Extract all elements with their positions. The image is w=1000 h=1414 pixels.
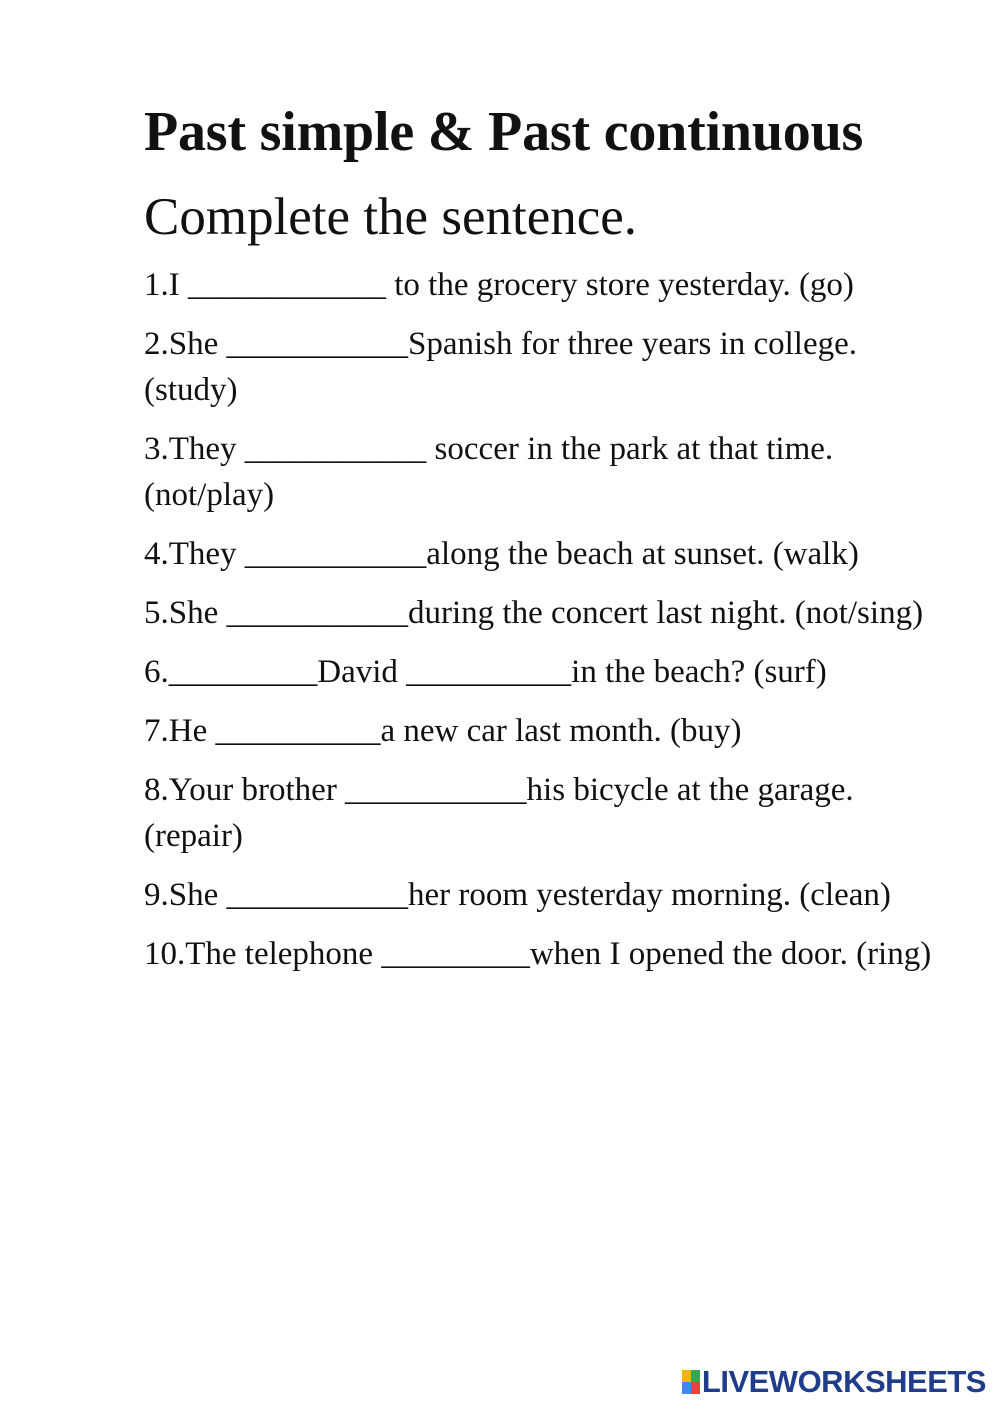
- question-9: 9.She ___________her room yesterday morning. (clean): [144, 877, 891, 913]
- worksheet: [144, 96, 974, 990]
- question-3: 3.They ___________ soccer in the park at that time. (not/play): [144, 431, 834, 513]
- question-7: 7.He __________a new car last month. (buy): [144, 713, 742, 749]
- logo-text: LIVEWORKSHEETS: [701, 1364, 986, 1399]
- question-2: 2.She ___________Spanish for three years in college. (study): [144, 326, 858, 408]
- instruction-heading: Complete the sentence.: [144, 188, 638, 246]
- question-10: 10.The telephone _________when I opened the door. (ring): [144, 936, 932, 972]
- question-4: 4.They ___________along the beach at sunset. (walk): [144, 536, 859, 572]
- question-6: 6._________David __________in the beach? (surf): [144, 654, 827, 690]
- liveworksheets-logo-icon: [682, 1370, 700, 1394]
- page-title: Past simple & Past continuous: [144, 101, 864, 163]
- question-8: 8.Your brother ___________his bicycle at the garage. (repair): [144, 772, 854, 854]
- question-1: 1.I ____________ to the grocery store yesterday. (go): [144, 267, 854, 303]
- question-5: 5.She ___________during the concert last night. (not/sing): [144, 595, 924, 631]
- liveworksheets-logo: [682, 1364, 986, 1400]
